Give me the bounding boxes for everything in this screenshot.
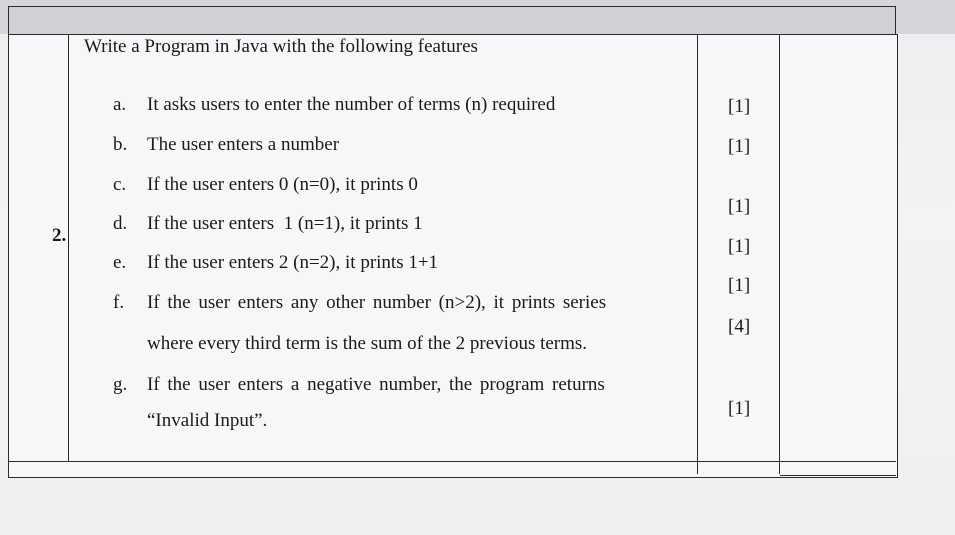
list-item-g-continuation: “Invalid Input”.	[147, 410, 268, 431]
mark-b: [1]	[728, 136, 751, 157]
list-item-f-continuation: where every third term is the sum of the 2 previous terms.	[147, 333, 588, 354]
item-text: If the user enters 0 (n=0), it prints 0	[147, 174, 418, 195]
list-item-a	[113, 94, 555, 116]
question-title: Write a Program in Java with the following features	[84, 36, 478, 57]
question-number: 2.	[52, 225, 67, 246]
mark-c: [1]	[728, 196, 751, 217]
item-letter: a.	[113, 94, 127, 115]
item-letter: b.	[113, 134, 128, 155]
mark-d: [1]	[728, 236, 751, 257]
item-letter: g.	[113, 374, 128, 395]
item-text: It asks users to enter the number of terms (n) required	[147, 94, 556, 115]
item-text: If the user enters any other number (n>2), it prints series	[147, 292, 607, 313]
mark-e: [1]	[728, 275, 751, 296]
mark-g: [1]	[728, 398, 751, 419]
list-item-c	[113, 174, 418, 196]
item-letter: e.	[113, 252, 127, 273]
item-letter: d.	[113, 213, 128, 234]
column-divider-2	[697, 34, 698, 474]
mark-a: [1]	[728, 96, 751, 117]
column-divider-1	[68, 34, 69, 462]
item-letter: c.	[113, 174, 127, 195]
table-header-row	[8, 6, 896, 34]
list-item-f	[113, 292, 606, 314]
table-bottom-border-right	[780, 475, 896, 476]
mark-f: [4]	[728, 316, 751, 337]
list-item-e	[113, 252, 438, 274]
item-text: If the user enters 1 (n=1), it prints 1	[147, 213, 423, 234]
column-divider-3	[779, 34, 780, 474]
list-item-b	[113, 134, 339, 156]
item-text: If the user enters 2 (n=2), it prints 1+1	[147, 252, 439, 273]
list-item-g	[113, 374, 605, 396]
item-text: If the user enters a negative number, the program returns	[147, 374, 605, 395]
item-text: The user enters a number	[147, 134, 340, 155]
list-item-d	[113, 213, 423, 235]
table-bottom-border	[8, 461, 896, 462]
item-letter: f.	[113, 292, 125, 313]
